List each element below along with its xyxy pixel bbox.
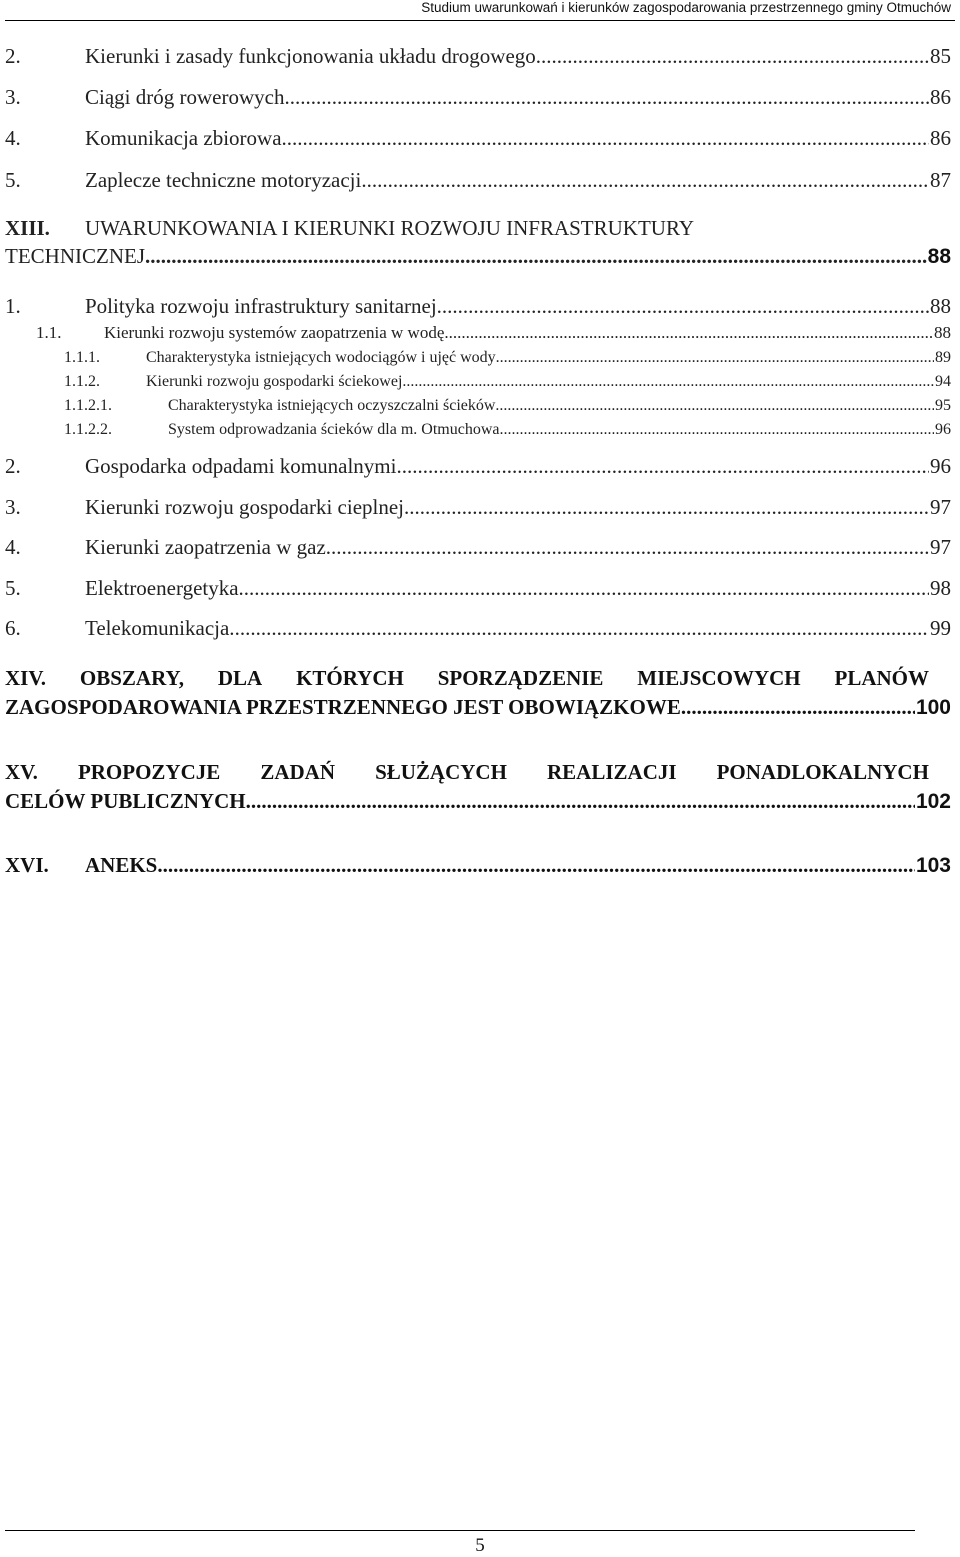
toc-entry-title: Elektroenergetyka.: [85, 576, 244, 600]
toc-entry-title: Kierunki rozwoju gospodarki ściekowej.: [146, 373, 407, 390]
toc-entry[interactable]: [5, 576, 951, 601]
toc-entry-title: Kierunki zaopatrzenia w gaz.: [85, 535, 332, 559]
toc-entry[interactable]: [64, 397, 951, 415]
toc-section-word: PROPOZYCJE: [77, 760, 221, 784]
footer-rule: [5, 1530, 915, 1531]
toc-entry-number: 6.: [5, 616, 21, 640]
toc-entry-page: 85: [930, 44, 951, 68]
toc-entry-page: 97: [930, 535, 951, 559]
toc-entry-title: Ciągi dróg rowerowych: [85, 85, 285, 109]
toc-entry[interactable]: [5, 495, 951, 520]
toc-entry-title: Kierunki i zasady funkcjonowania układu drogowego.: [85, 44, 542, 68]
toc-entry[interactable]: [5, 535, 951, 560]
toc-entry-page: 102: [915, 790, 951, 813]
toc-entry-number: 4.: [5, 126, 21, 150]
toc-section-word: ZADAŃ: [260, 760, 336, 784]
toc-section-word: KTÓRYCH: [296, 666, 404, 690]
toc-leader-dots: [235, 616, 929, 641]
toc-entry-title: Charakterystyka istniejących oczyszczalni ścieków: [168, 397, 496, 414]
toc-leader-dots: [287, 126, 929, 151]
toc-entry-page: 96: [935, 421, 951, 438]
toc-entry-title: Kierunki rozwoju systemów zaopatrzenia w wodę.: [104, 323, 449, 342]
toc-leader-dots: [449, 323, 933, 343]
toc-entry-title: Telekomunikacja.: [85, 616, 235, 640]
toc-entry-page: 94: [935, 373, 951, 390]
toc-section-number: XIII.: [5, 216, 50, 240]
toc-section-word: PONADLOKALNYCH: [716, 760, 929, 784]
toc-leader-dots: [406, 373, 934, 391]
toc-entry-page: 103: [915, 854, 951, 877]
toc-section-continuation[interactable]: [5, 244, 951, 269]
toc-section-continuation[interactable]: [5, 695, 951, 720]
toc-entry-number: 3.: [5, 85, 21, 109]
toc-entry-number: 1.1.: [36, 323, 62, 342]
toc-entry-page: 86: [930, 85, 951, 109]
toc-entry-page: 88: [934, 323, 951, 342]
toc-entry-number: 1.1.2.1.: [64, 397, 112, 414]
toc-section-word: SŁUŻĄCYCH: [375, 760, 507, 784]
toc-entry-page: 87: [930, 168, 951, 192]
toc-section-title-cont: TECHNICZNEJ: [5, 244, 145, 268]
toc-entry-number: 1.1.1.: [64, 349, 100, 366]
toc-leader-dots: [402, 454, 929, 479]
toc-section-title-cont: CELÓW PUBLICZNYCH: [5, 789, 246, 813]
toc-entry-page: 96: [930, 454, 951, 478]
toc-entry-page: 88: [927, 245, 951, 268]
toc-entry[interactable]: [64, 349, 951, 367]
toc-section-heading[interactable]: [5, 666, 929, 691]
toc-entry[interactable]: [5, 168, 951, 193]
toc-entry[interactable]: [5, 294, 951, 319]
toc-entry[interactable]: [64, 421, 951, 439]
toc-section-number: XV.: [5, 760, 38, 784]
toc-entry[interactable]: [36, 323, 951, 343]
toc-section-word: MIEJSCOWYCH: [637, 666, 801, 690]
toc-entry-page: 86: [930, 126, 951, 150]
toc-entry-number: 4.: [5, 535, 21, 559]
toc-leader-dots: [541, 44, 929, 69]
toc-section-number: XIV.: [5, 666, 47, 690]
toc-entry-number: 1.1.2.: [64, 373, 100, 390]
toc-entry[interactable]: [5, 44, 951, 69]
running-header: Studium uwarunkowań i kierunków zagospodarowania przestrzennego gminy Otmuchów: [421, 0, 951, 15]
toc-entry[interactable]: [64, 373, 951, 391]
toc-section-heading[interactable]: [5, 216, 951, 241]
toc-entry-number: 2.: [5, 454, 21, 478]
toc-section-word: SPORZĄDZENIE: [437, 666, 604, 690]
toc-leader-dots: [244, 576, 929, 601]
toc-leader-dots: [686, 695, 915, 720]
toc-entry-title: Gospodarka odpadami komunalnymi.: [85, 454, 402, 478]
toc-entry-number: 3.: [5, 495, 21, 519]
toc-entry-title: Kierunki rozwoju gospodarki cieplnej.: [85, 495, 410, 519]
toc-leader-dots: [367, 168, 929, 193]
toc-leader-dots: [496, 349, 934, 367]
toc-entry-number: 5.: [5, 168, 21, 192]
toc-entry-number: 5.: [5, 576, 21, 600]
toc-entry-title: Zaplecze techniczne motoryzacji.: [85, 168, 367, 192]
toc-section-word: REALIZACJI: [547, 760, 677, 784]
toc-entry-page: 100: [915, 696, 951, 719]
toc-section-title-cont: ZAGOSPODAROWANIA PRZESTRZENNEGO JEST OBOWIĄZKOWE.: [5, 695, 687, 719]
toc-leader-dots: [331, 535, 929, 560]
toc-leader-dots: [499, 421, 934, 439]
toc-entry[interactable]: [5, 454, 951, 479]
toc-entry-page: 89: [935, 349, 951, 366]
toc-entry[interactable]: [5, 616, 951, 641]
toc-section-word: DLA: [217, 666, 263, 690]
toc-entry-title: Polityka rozwoju infrastruktury sanitarnej.: [85, 294, 442, 318]
toc-entry-title: Charakterystyka istniejących wodociągów i ujęć wody: [146, 349, 496, 366]
toc-entry-title: System odprowadzania ścieków dla m. Otmuchowa: [168, 421, 500, 438]
toc-section-word: PLANÓW: [834, 666, 929, 690]
toc-entry-page: 99: [930, 616, 951, 640]
toc-entry-number: 1.: [5, 294, 21, 318]
toc-entry-page: 88: [930, 294, 951, 318]
toc-entry-page: 98: [930, 576, 951, 600]
toc-entry-number: 1.1.2.2.: [64, 421, 112, 438]
toc-entry-page: 97: [930, 495, 951, 519]
toc-leader-dots: [495, 397, 934, 415]
toc-entry-page: 95: [935, 397, 951, 414]
toc-section-heading[interactable]: [5, 760, 929, 785]
header-rule: [5, 20, 955, 21]
page-number: 5: [475, 1535, 485, 1556]
toc-section-word: OBSZARY,: [79, 666, 185, 690]
toc-leader-dots: [409, 495, 929, 520]
toc-section-heading[interactable]: [5, 853, 951, 878]
toc-leader-dots: [246, 789, 915, 814]
toc-section-number: XVI.: [5, 853, 49, 877]
toc-leader-dots: [442, 294, 929, 319]
toc-entry-number: 2.: [5, 44, 21, 68]
toc-entry[interactable]: [5, 85, 951, 110]
toc-section-title: UWARUNKOWANIA I KIERUNKI ROZWOJU INFRASTRUKTURY: [85, 216, 694, 240]
toc-leader-dots: [284, 85, 929, 110]
toc-entry-title: Komunikacja zbiorowa.: [85, 126, 287, 150]
toc-leader-dots: [145, 244, 927, 269]
toc-section-title: ANEKS: [85, 853, 158, 877]
toc-leader-dots: [157, 853, 915, 878]
toc-entry[interactable]: [5, 126, 951, 151]
toc-section-continuation[interactable]: [5, 789, 951, 814]
